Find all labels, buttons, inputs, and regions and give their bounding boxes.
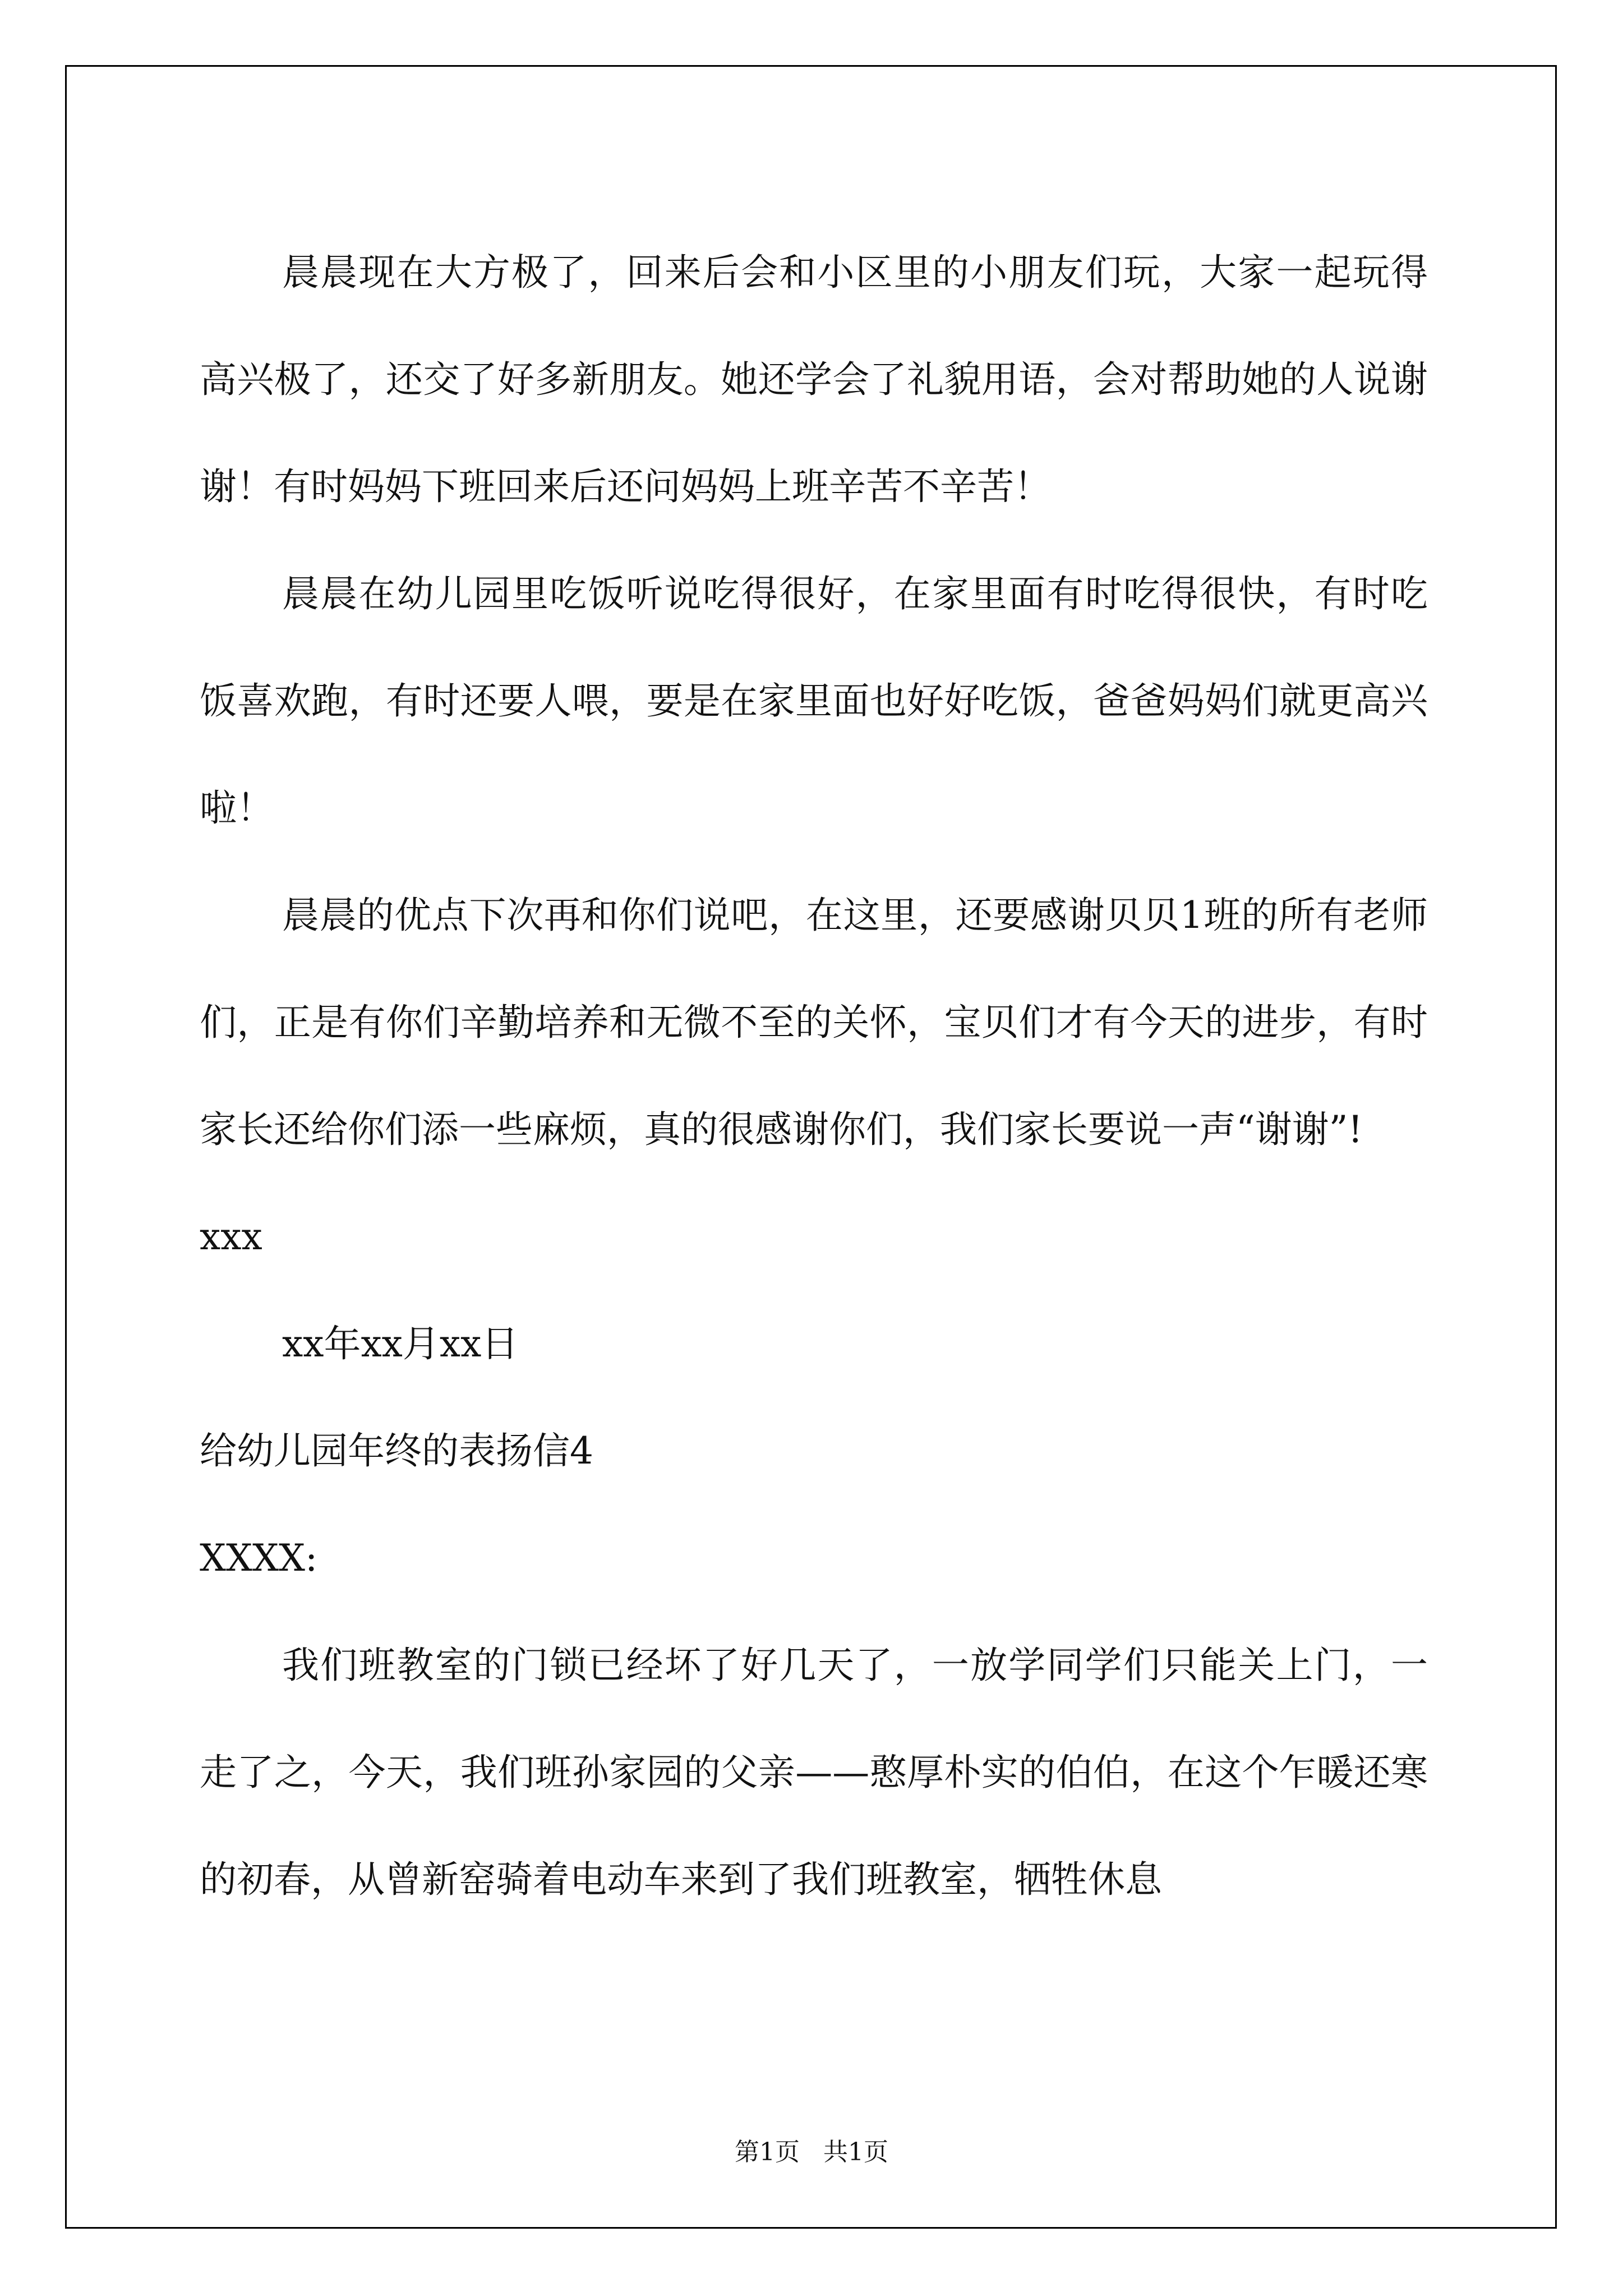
paragraph-3: 晨晨的优点下次再和你们说吧，在这里，还要感谢贝贝1班的所有老师们，正是有你们辛勤培养和无微不至的关怀，宝贝们才有今天的进步，有时家长还给你们添一些麻烦，真的很感谢你们，我们家长要说一声“谢谢”! (200, 894, 1428, 1151)
paragraph-1: 晨晨现在大方极了，回来后会和小区里的小朋友们玩，大家一起玩得高兴极了，还交了好多新朋友。她还学会了礼貌用语，会对帮助她的人说谢谢！有时妈妈下班回来后还问妈妈上班辛苦不辛苦！ (200, 251, 1428, 508)
page-number-footer: 第1页 共1页 (735, 2138, 888, 2166)
salutation: XXXX: (200, 1536, 318, 1580)
section-title: 给幼儿园年终的表扬信4 (200, 1429, 593, 1473)
letter-paragraph: 我们班教室的门锁已经坏了好几天了，一放学同学们只能关上门，一走了之，今天，我们班孙家园的父亲——憨厚朴实的伯伯，在这个乍暖还寒的初春，从曾新窑骑着电动车来到了我们班教室，牺牲休息 (200, 1644, 1428, 1901)
paragraph-2: 晨晨在幼儿园里吃饭听说吃得很好，在家里面有时吃得很快，有时吃饭喜欢跑，有时还要人喂，要是在家里面也好好吃饭，爸爸妈妈们就更高兴啦！ (200, 572, 1428, 830)
document-body (200, 219, 1428, 1933)
signature: xxx (200, 1215, 262, 1258)
date-line: xx年xx月xx日 (282, 1322, 519, 1365)
